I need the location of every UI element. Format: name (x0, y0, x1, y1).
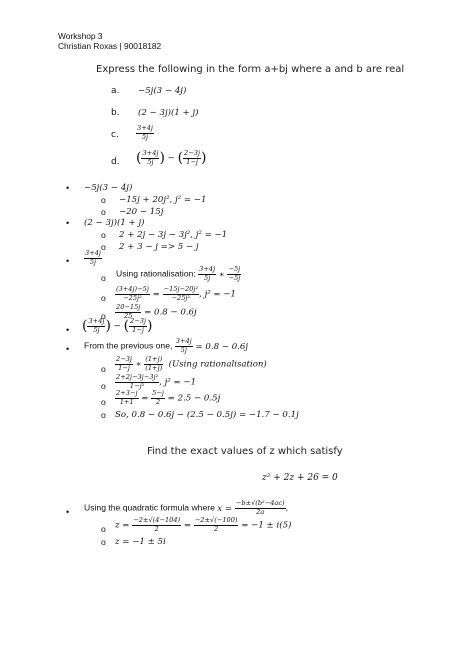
bullet-icon: • (66, 325, 70, 335)
section2-step1: z = $\frac{-2\pm√(4-104)}{2}$ = $\frac{-2\pm√(-100)}{2}$ = −1 ± i(5) (115, 516, 292, 533)
sub-bullet-icon: o (101, 293, 106, 303)
fraction: $\frac{-2\pm√(-100)}{2}$ (194, 516, 238, 533)
item-b-expr: (2 − 3j)(1 + j) (138, 108, 199, 118)
answer-b-step2: 2 + 3 − j => 5 − j (119, 242, 199, 252)
answer-d-step2: $\frac{\text{2+2j−3j−3j²}}{\text{1−j²}}$ , j² = −1 (116, 373, 197, 390)
fraction: $\frac{2+3-j}{1+1}$ (116, 389, 138, 406)
answer-b-expr: (2 − 3j)(1 + j) (84, 218, 145, 228)
fraction: $\frac{3+4j}{5j}$ (85, 249, 101, 266)
answer-c-step1: Using rationalisation: $\frac{3+4j}{5j}$ ∗ $\frac{-5j}{-5j}$ (116, 265, 241, 282)
fraction: $\frac{3+4j}{5j}$ (175, 337, 192, 354)
fraction: $\frac{\text{−b±√(b²−4ac)}}{2a}$ (235, 499, 285, 516)
answer-c-step3: $\frac{20-15j}{25}$ = 0.8 − 0.6j (116, 303, 197, 320)
fraction: $\frac{2-3j}{1-j}$ (116, 355, 132, 372)
section2-step2: z = −1 ± 5i (115, 537, 166, 547)
fraction: $\frac{-5j}{-5j}$ (228, 265, 241, 282)
section2-title: Find the exact values of z which satisfy (147, 446, 343, 457)
fraction: $\frac{3+4j}{5j}$ (142, 149, 159, 166)
item-c-expr (136, 125, 154, 141)
fraction: $\frac{20-15j}{25}$ (116, 303, 141, 320)
sub-bullet-icon: o (101, 195, 106, 205)
answer-d-step3: $\frac{2+3-j}{1+1}$ = $\frac{5-j}{2}$ = 2.5 − 0.5j (116, 389, 221, 406)
bullet-icon: • (66, 218, 70, 228)
item-d-expr: ( $\frac{3+4j}{5j}$ ) − ( $\frac{2-3j}{1-j}$ ) (136, 149, 207, 167)
answer-d-step4: So, 0.8 − 0.6j − (2.5 − 0.5j) = −1.7 − 0.1j (115, 410, 299, 420)
fraction: $\frac{3+4j}{5j}$ (199, 265, 216, 282)
item-a-label: a. (111, 86, 120, 96)
section2-equation: z² + 2z + 26 = 0 (262, 473, 338, 483)
answer-c-step2: $\frac{(3+4j)-5j}{\text{−25j²}}$ = $\frac{\text{−15j−20j²}}{\text{−25j²}}$ , j² = −1 (116, 285, 237, 302)
sub-bullet-icon: o (101, 311, 106, 321)
answer-a-step1: −15j + 20j², j² = −1 (119, 195, 207, 205)
fraction: $\frac{-2\pm√(4-104)}{2}$ (133, 516, 181, 533)
item-d-label: d. (111, 157, 120, 167)
quadratic-formula-line: Using the quadratic formula where x = $\frac{\text{−b±√(b²−4ac)}}{2a}$ , (84, 499, 289, 516)
fraction: $\frac{(3+4j)-5j}{\text{−25j²}}$ (116, 285, 149, 302)
fraction: $\frac{2-3j}{1-j}$ (184, 149, 201, 166)
bullet-icon: • (66, 344, 70, 354)
sub-bullet-icon: o (101, 364, 106, 374)
sub-bullet-icon: o (101, 410, 106, 420)
sub-bullet-icon: o (101, 242, 106, 252)
answer-d-line1: From the previous one, $\frac{3+4j}{5j}$ = 0.8 − 0.6j (84, 337, 249, 354)
header-title: Workshop 3 (58, 31, 103, 41)
fraction: $\frac{3+4j}{5j}$ (88, 317, 105, 334)
sub-bullet-icon: o (101, 207, 106, 217)
fraction: $\frac{2-3j}{1-j}$ (130, 317, 147, 334)
sub-bullet-icon: o (101, 273, 106, 283)
bullet-icon: • (66, 256, 70, 266)
header-author: Christian Roxas | 90018182 (58, 41, 162, 51)
item-c-label: c. (111, 130, 119, 140)
bullet-icon: • (66, 183, 70, 193)
sub-bullet-icon: o (101, 397, 106, 407)
item-b-label: b. (111, 108, 120, 118)
answer-a-expr: −5j(3 − 4j) (84, 183, 133, 193)
fraction: $\frac{3+4j}{5j}$ (137, 124, 153, 141)
answer-b-step1: 2 + 2j − 3j − 3j², j² = −1 (119, 230, 228, 240)
answer-d-expr: ( $\frac{3+4j}{5j}$ ) − ( $\frac{2-3j}{1-j}$ ) (82, 317, 153, 335)
fraction: $\frac{(1+j)}{(1+j)}$ (145, 355, 163, 372)
sub-bullet-icon: o (101, 537, 106, 547)
section1-title: Express the following in the form a+bj where a and b are real (96, 64, 405, 75)
fraction: $\frac{\text{2+2j−3j−3j²}}{\text{1−j²}}$ (116, 373, 159, 390)
sub-bullet-icon: o (101, 381, 106, 391)
answer-c-expr (84, 250, 102, 266)
item-a-expr: −5j(3 − 4j) (138, 86, 187, 96)
fraction: $\frac{\text{−15j−20j²}}{\text{−25j²}}$ (163, 285, 199, 302)
answer-a-step2: −20 − 15j (119, 207, 164, 217)
bullet-icon: • (66, 507, 70, 517)
answer-d-step1: $\frac{2-3j}{1-j}$ ∗ $\frac{(1+j)}{(1+j)}$ (Using rationalisation) (116, 355, 267, 372)
fraction: $\frac{5-j}{2}$ (152, 389, 164, 406)
sub-bullet-icon: o (101, 230, 106, 240)
sub-bullet-icon: o (101, 524, 106, 534)
